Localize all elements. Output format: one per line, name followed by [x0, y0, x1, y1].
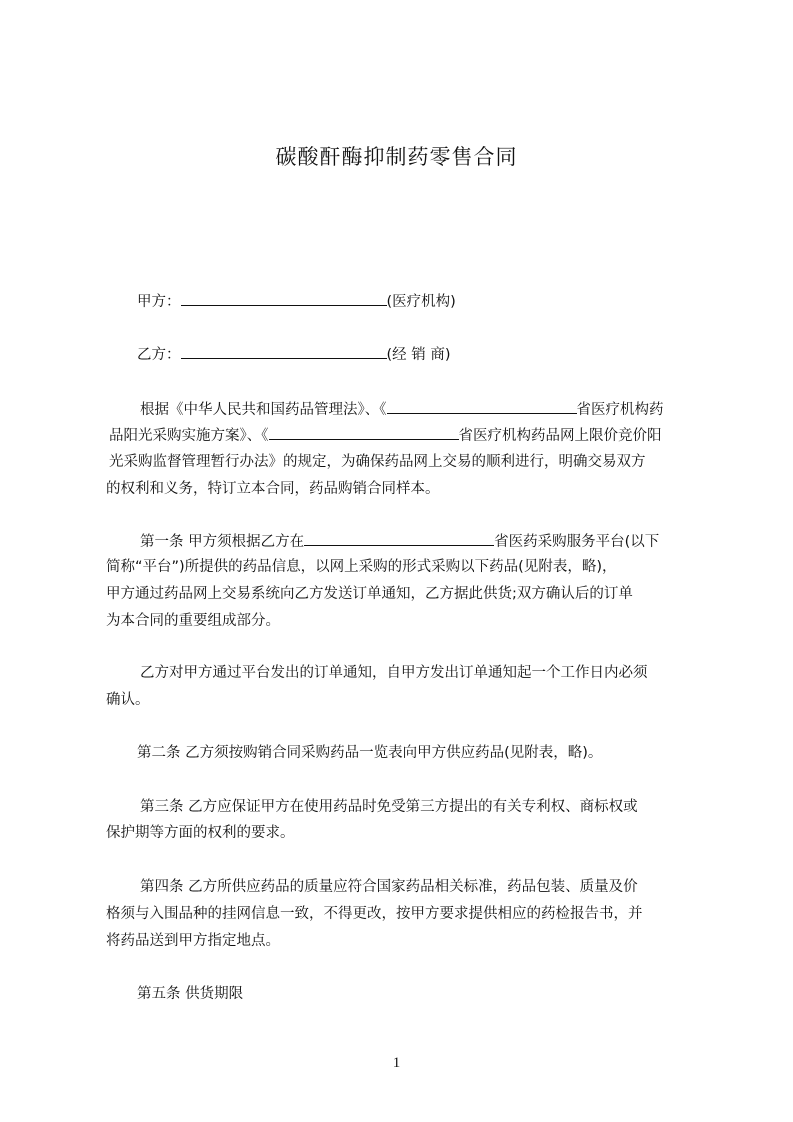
article1-line-1 — [140, 530, 659, 553]
page-number: 1 — [392, 1055, 401, 1071]
preamble-text: 省医疗机构药品网上限价竞价阳 — [458, 428, 662, 444]
confirm-line-2: 确认。 — [106, 692, 150, 708]
document-title: 碳酸酐酶抑制药零售合同 — [275, 145, 518, 169]
article3-line-1: 第三条 乙方应保证甲方在使用药品时免受第三方提出的有关专利权、商标权或 — [140, 799, 638, 815]
preamble-line-2 — [109, 424, 662, 447]
preamble-text: 品阳光采购实施方案》、《 — [109, 428, 269, 444]
article1-line-2: 简称“平台”)所提供的药品信息，以网上采购的形式采购以下药品(见附表，略)， — [106, 559, 617, 575]
party-a-suffix: (医疗机构) — [386, 294, 456, 310]
article1-text: 第一条 甲方须根据乙方在 — [140, 534, 305, 550]
province-blank[interactable] — [387, 398, 577, 414]
article4-line-1: 第四条 乙方所供应药品的质量应符合国家药品相关标准，药品包装、质量及价 — [140, 879, 638, 895]
article4-line-2: 格须与入围品种的挂网信息一致，不得更改，按甲方要求提供相应的药检报告书，并 — [106, 906, 643, 922]
party-a-blank[interactable] — [181, 290, 387, 306]
article1-text: 省医药采购服务平台(以下 — [494, 534, 660, 550]
article2-line-1: 第二条 乙方须按购销合同采购药品一览表向甲方供应药品(见附表，略)。 — [137, 745, 603, 761]
province-blank[interactable] — [304, 530, 494, 546]
party-a-label: 甲方： — [137, 294, 181, 310]
preamble-text: 根据《中华人民共和国药品管理法》、《 — [140, 402, 387, 418]
article1-line-3: 甲方通过药品网上交易系统向乙方发送订单通知，乙方据此供货;双方确认后的订单 — [106, 586, 633, 602]
preamble-line-4: 的权利和义务，特订立本合同，药品购销合同样本。 — [106, 481, 440, 497]
article1-line-4: 为本合同的重要组成部分。 — [106, 613, 280, 629]
confirm-line-1: 乙方对甲方通过平台发出的订单通知，自甲方发出订单通知起一个工作日内必须 — [140, 665, 648, 681]
party-b-blank[interactable] — [181, 343, 387, 359]
article5-heading: 第五条 供货期限 — [137, 986, 244, 1002]
article4-line-3: 将药品送到甲方指定地点。 — [106, 933, 280, 949]
province-blank[interactable] — [269, 424, 459, 440]
preamble-line-3: 光采购监督管理暂行办法》的规定，为确保药品网上交易的顺利进行，明确交易双方 — [109, 454, 646, 470]
party-b-suffix: (经 销 商) — [386, 347, 451, 363]
preamble-text: 省医疗机构药 — [576, 402, 664, 418]
party-b-line — [137, 343, 451, 366]
preamble-line-1 — [140, 398, 664, 421]
party-b-label: 乙方： — [137, 347, 181, 363]
article3-line-2: 保护期等方面的权利的要求。 — [106, 825, 295, 841]
party-a-line — [137, 290, 456, 313]
